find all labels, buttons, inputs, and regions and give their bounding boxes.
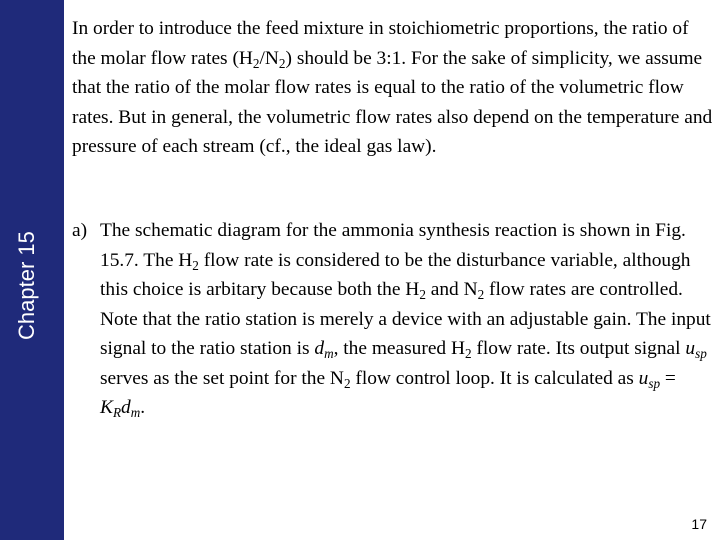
subscript: 2 (278, 55, 286, 71)
math-subscript: sp (695, 345, 707, 361)
math-variable: K (100, 397, 113, 418)
chapter-sidebar (0, 0, 64, 540)
list-marker: a) (72, 220, 88, 241)
text-run: The schematic diagram for the ammonia synthesis reaction is shown in Fig. 15.7. The H (100, 220, 686, 271)
list-item-a (72, 216, 717, 423)
text-run: In order to introduce the feed mixture in stoichiometric proportions, the ratio of the molar flow rates (H (72, 18, 689, 69)
text-run: flow rate. Its output signal (471, 338, 686, 359)
math-subscript: R (112, 404, 121, 420)
page-number: 17 (691, 516, 707, 532)
chapter-label: Chapter 15 (14, 231, 39, 340)
text-run: /N (259, 47, 279, 69)
math-subscript: sp (648, 375, 661, 391)
text-run: serves as the set point for the N (100, 367, 344, 389)
text-run: and N (425, 279, 478, 300)
intro-paragraph (72, 14, 717, 162)
text-run: , the measured H (333, 338, 465, 359)
math-subscript: m (324, 345, 334, 361)
text-run: = (660, 367, 676, 389)
math-variable: d (314, 338, 325, 359)
list-item-text (100, 216, 717, 423)
math-subscript: m (130, 404, 141, 420)
text-run: ) should be 3:1. For the sake of simplicity, we assume that the ratio of the molar flow rates is equal to the ratio of the volumetric flow rates. But in general, the volumetric flow rates also depend on the temperature and pressure of each stream (cf., the ideal gas law). (72, 47, 713, 157)
subscript: 2 (464, 345, 472, 361)
subscript: 2 (192, 257, 199, 273)
subscript: 2 (419, 286, 426, 302)
text-run: flow rate is considered to be the disturbance variable, although this choice is arbitary because both the H (100, 249, 691, 300)
math-variable: u (685, 338, 696, 359)
text-run: flow rates are controlled. Note that the ratio station is merely a device with an adjustable gain. The input signal to the ratio station is (100, 279, 711, 359)
subscript: 2 (477, 286, 485, 302)
subscript: 2 (343, 375, 351, 391)
text-run: flow control loop. It is calculated as (350, 367, 639, 389)
math-variable: d (121, 397, 131, 418)
subscript: 2 (252, 55, 260, 71)
text-run: . (140, 397, 146, 418)
math-variable: u (638, 367, 649, 389)
